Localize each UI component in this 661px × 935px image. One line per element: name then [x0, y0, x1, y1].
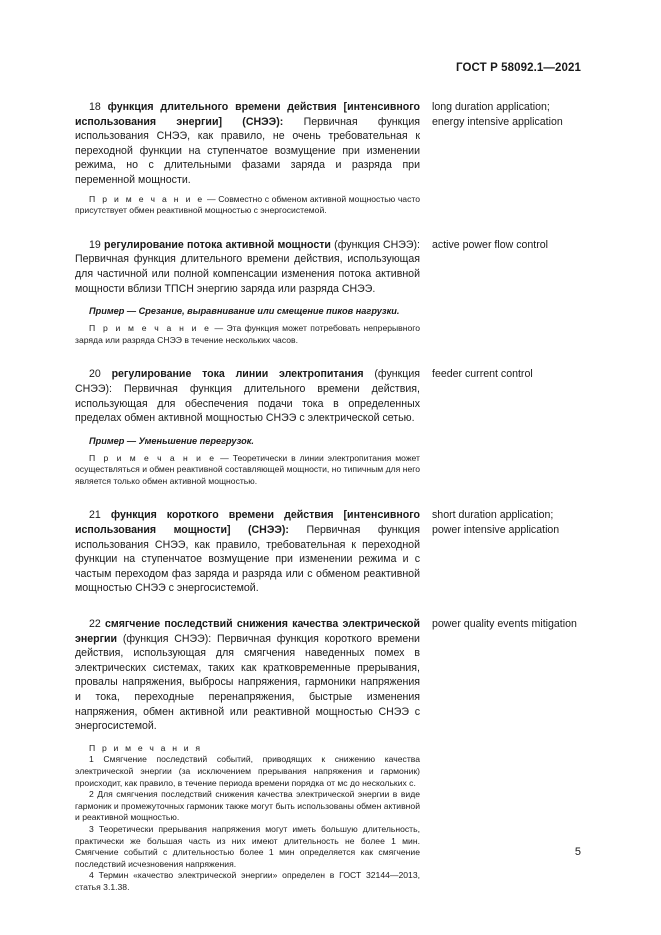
note-text: — Эта функция может потребовать непрерывного заряда или разряда СНЭЭ в течение нескольких часов. — [75, 323, 420, 345]
term-title: функция длительного времени действия [интенсивного использования энергии] (СНЭЭ): — [75, 101, 420, 128]
term-english: short duration application; power intensive application — [432, 509, 560, 537]
term-number: 18 — [89, 101, 101, 113]
term-note — [75, 194, 420, 217]
term-entry-ru — [75, 367, 420, 487]
term-text: Первичная функция короткого времени действия, использующая для смягчения наведенных помех в электрических системах, таких как кратковременные прерывания, провалы напряжения, выбросы напряжения, гармоники напряжения и тока, переходные перенапряжения, быстрые изменения напряжения, обмен активной или реактивной мощностью СНЭЭ с энергосистемой. — [75, 632, 420, 733]
term-definition — [75, 100, 420, 188]
note-text: — Теоретически в линии электропитания может осуществляться и обмен реактивной составляющей мощности, но типичным для него является только обмен активной мощностью. — [75, 452, 420, 486]
term-entry-20 — [75, 367, 585, 487]
terms-list — [75, 100, 585, 894]
term-entry-ru — [75, 508, 420, 596]
notes-label: П р и м е ч а н и я — [89, 742, 203, 753]
term-title: регулирование потока активной мощности — [104, 238, 331, 251]
term-example: Пример — Уменьшение перегрузок. — [89, 435, 254, 446]
term-number: 21 — [89, 509, 101, 522]
term-title: функция короткого времени действия [интенсивного использования мощности] (СНЭЭ): — [75, 509, 420, 537]
term-note-3: 3 Теоретически прерывания напряжения могут иметь большую длительность, практически же большая часть из них имеют длительность не более 1 мин. Смягчение событий с длительностью более 1 мин определяется как смягчение последствий исчезновения напряжения. — [75, 823, 420, 869]
term-english: power quality events mitigation — [432, 618, 577, 631]
term-definition — [75, 508, 420, 596]
term-note — [75, 453, 420, 488]
term-english: active power flow control — [432, 238, 548, 251]
term-text: Первичная функция использования СНЭЭ, как правило, требовательная к переходной функции на ступенчатое возмущение при изменении режима и с частым переходом фаз заряда и разряда или с обменом реактивной мощностью СНЭЭ с энергосистемой. — [75, 524, 420, 595]
term-entry-21 — [75, 508, 585, 596]
term-entry-19 — [75, 238, 585, 347]
term-number: 22 — [89, 618, 101, 631]
term-definition — [75, 617, 420, 734]
term-english: feeder current control — [432, 368, 533, 381]
term-qualifier: (функция СНЭЭ): — [122, 632, 212, 645]
term-qualifier: (функция СНЭЭ): — [75, 368, 420, 395]
note-text: — Совместно с обменом активной мощностью часто присутствует обмен реактивной мощностью с энергосистемой. — [75, 193, 420, 216]
term-entry-ru — [75, 238, 420, 347]
term-note-2: 2 Для смягчения последствий снижения качества электрической энергии в виде гармоник и промежуточных гармоник также могут быть использованы обмен активной и реактивной мощностью. — [75, 789, 420, 823]
note-label: П р и м е ч а н и е — [89, 323, 212, 334]
term-note-1: 1 Смягчение последствий событий, приводящих к снижению качества электрической энергии (за исключением прерывания напряжения и гармоник) происходит, как правило, в течение периода времени порядка от мс до нескольких с. — [75, 754, 420, 788]
term-title: смягчение последствий снижения качества электрической энергии — [75, 618, 420, 645]
standard-code: ГОСТ Р 58092.1—2021 — [456, 62, 581, 74]
term-definition — [75, 367, 420, 425]
term-text: Первичная функция длительного времени действия, использующая для частичной или полной компенсации изменения потока активной мощности вблизи ТПСН энергию заряда или разряда СНЭЭ. — [75, 253, 420, 295]
term-entry-ru — [75, 100, 420, 217]
term-title: регулирование тока линии электропитания — [111, 368, 364, 381]
term-qualifier: (функция СНЭЭ): — [334, 238, 421, 251]
term-text: Первичная функция длительного времени действия, использующая для обеспечения подачи тока в определенных пределах обмен активной мощностью СНЭЭ с электрической сетью. — [75, 382, 420, 425]
term-note-4: 4 Термин «качество электрической энергии» определен в ГОСТ 32144—2013, статья 3.1.38. — [75, 870, 420, 892]
term-entry-ru — [75, 617, 420, 893]
term-note — [75, 323, 420, 346]
note-label: П р и м е ч а н и е — [89, 452, 217, 463]
term-number: 20 — [89, 368, 101, 381]
term-entry-22 — [75, 617, 585, 893]
term-example: Пример — Срезание, выравнивание или смещение пиков нагрузки. — [89, 306, 400, 317]
note-label: П р и м е ч а н и е — [89, 193, 205, 204]
term-number: 19 — [89, 238, 101, 251]
term-definition — [75, 238, 420, 296]
term-english: long duration application; energy intensive application — [432, 101, 563, 128]
page-number: 5 — [574, 846, 581, 858]
term-text: Первичная функция использования СНЭЭ, как правило, не очень требовательная к переходной функции на ступенчатое возмущение при изменении режима, но с длительными фазами заряда и разряда при переменной мощности. — [75, 115, 420, 186]
term-entry-18 — [75, 100, 585, 217]
